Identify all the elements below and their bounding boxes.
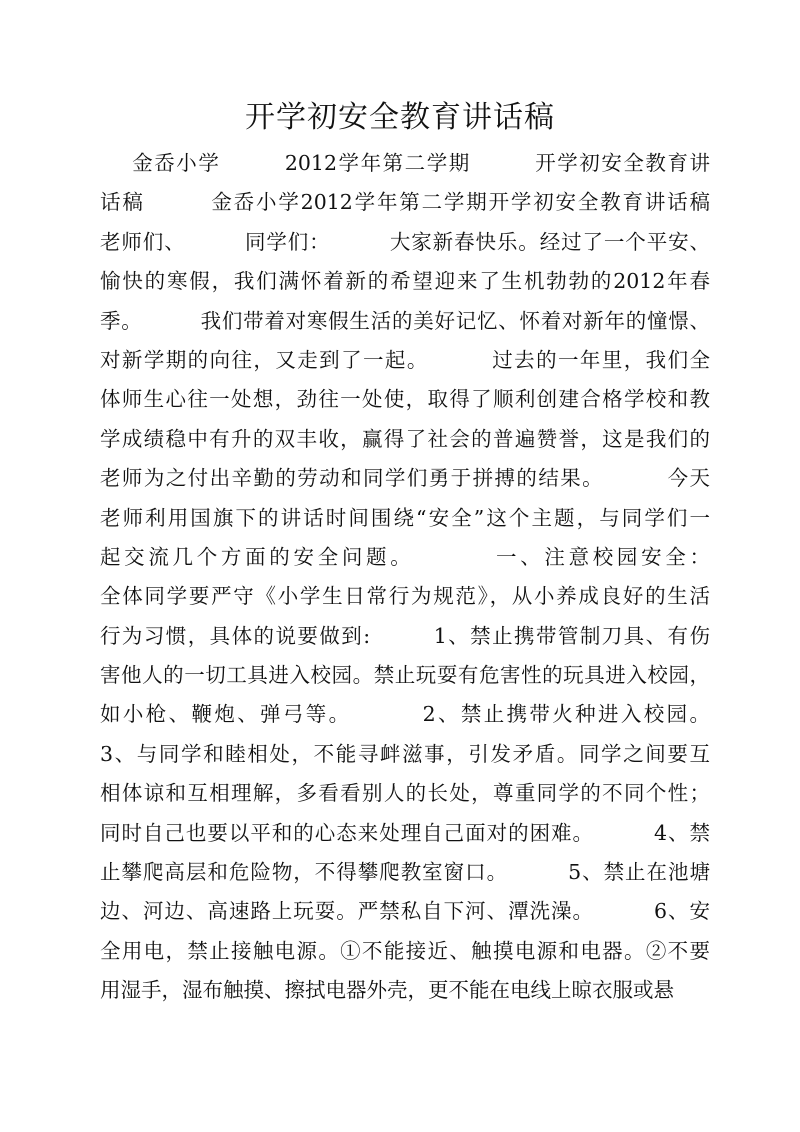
body-line-3: 老师们、 同学们： 大家新春快乐。经过了一个平安、 (100, 229, 710, 254)
body-line-19: 止攀爬高层和危险物，不得攀爬教室窗口。 5、禁止在池塘 (100, 860, 710, 885)
body-line-15: 如小枪、鞭炮、弹弓等。 2、禁止携带火种进入校园。 (100, 702, 710, 727)
body-line-17: 相体谅和互相理解，多看看别人的长处，尊重同学的不同个性； (100, 781, 710, 806)
body-line-16: 3、与同学和睦相处，不能寻衅滋事，引发矛盾。同学之间要互 (100, 741, 710, 766)
body-line-14: 害他人的一切工具进入校园。禁止玩耍有危害性的玩具进入校园， (100, 663, 710, 688)
body-line-12: 全体同学要严守《小学生日常行为规范》，从小养成良好的生活 (100, 584, 710, 609)
body-line-11: 起交流几个方面的安全问题。 一、注意校园安全： (100, 544, 710, 569)
body-line-5: 季。 我们带着对寒假生活的美好记忆、怀着对新年的憧憬、 (100, 308, 710, 333)
body-line-4: 愉快的寒假，我们满怀着新的希望迎来了生机勃勃的2012年春 (100, 269, 710, 294)
document-title: 开学初安全教育讲话稿 (245, 100, 555, 135)
body-line-18: 同时自己也要以平和的心态来处理自己面对的困难。 4、禁 (100, 820, 710, 845)
body-line-1: 金岙小学 2012学年第二学期 开学初安全教育讲 (100, 151, 710, 175)
body-line-10: 老师利用国旗下的讲话时间围绕“安全”这个主题，与同学们一 (100, 505, 710, 530)
body-line-22: 用湿手，湿布触摸、擦拭电器外壳，更不能在电线上晾衣服或悬 (100, 978, 674, 1003)
body-line-21: 全用电，禁止接触电源。①不能接近、触摸电源和电器。②不要 (100, 938, 710, 963)
body-line-7: 体师生心往一处想，劲往一处使，取得了顺利创建合格学校和教 (100, 387, 710, 412)
body-line-2: 话稿 金岙小学2012学年第二学期开学初安全教育讲话稿 (100, 190, 710, 215)
body-line-13: 行为习惯，具体的说要做到: 1、禁止携带管制刀具、有伤 (100, 623, 710, 648)
document-body (100, 144, 710, 1011)
body-line-9: 老师为之付出辛勤的劳动和同学们勇于拼搏的结果。 今天 (100, 466, 710, 491)
body-line-6: 对新学期的向往，又走到了一起。 过去的一年里，我们全 (100, 347, 710, 372)
body-line-20: 边、河边、高速路上玩耍。严禁私自下河、潭洗澡。 6、安 (100, 899, 710, 924)
body-line-8: 学成绩稳中有升的双丰收，赢得了社会的普遍赞誉，这是我们的 (100, 426, 710, 451)
